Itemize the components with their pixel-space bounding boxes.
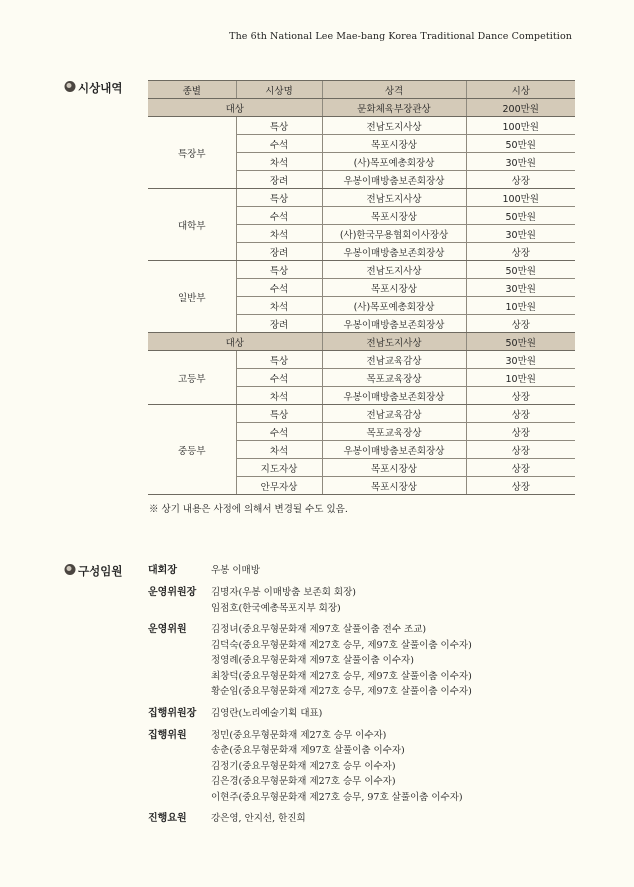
table-row: [148, 405, 575, 423]
staff-role-row: [148, 585, 588, 616]
rank-name: 특상: [236, 261, 322, 279]
table-row: [148, 261, 575, 279]
member-entry: 최창덕(중요무형문화재 제27호 승무, 제97호 살풀이춤 이수자): [211, 670, 472, 682]
award-name: 전남교육감상: [322, 351, 466, 369]
rank-name: 안무자상: [236, 477, 322, 495]
award-name: 전남도지사상: [322, 333, 466, 351]
member-entry: 김은경(중요무형문화재 제27호 승무 이수자): [211, 776, 396, 787]
prize-value: 상장: [466, 405, 575, 423]
table-row: [148, 117, 575, 135]
awards-section-title: [64, 80, 122, 96]
rank-name: 차석: [236, 387, 322, 405]
award-name: 목포시장상: [322, 477, 466, 495]
staff-section-title: [64, 563, 122, 579]
prize-value: 상장: [466, 243, 575, 261]
award-name: 목포교육장상: [322, 423, 466, 441]
division-name: 특장부: [148, 117, 236, 189]
member-entry: 이현주(중요무형문화재 제27호 승무, 97호 살풀이춤 이수자): [211, 791, 463, 803]
prize-value: 상장: [466, 387, 575, 405]
page-header: The 6th National Lee Mae-bang Korea Traditional Dance Competition: [229, 31, 572, 42]
prize-value: 상장: [466, 171, 575, 189]
column-header: 시상: [466, 81, 575, 99]
prize-value: 30만원: [466, 279, 575, 297]
member-entry: 김정기(중요무형문화재 제27호 승무 이수자): [211, 760, 396, 772]
award-name: 우봉이매방춤보존회장상: [322, 387, 466, 405]
member-entry: 정영례(중요무형문화재 제97호 살풀이춤 이수자): [211, 655, 414, 666]
prize-value: 50만원: [466, 135, 575, 153]
prize-value: 상장: [466, 459, 575, 477]
grand-prize-label: 대상: [148, 99, 322, 117]
staff-role-row: [148, 622, 588, 700]
award-name: 우봉이매방춤보존회장상: [322, 315, 466, 333]
awards-body: [148, 99, 575, 495]
staff-role-row: [148, 563, 588, 579]
award-name: 목포교육장상: [322, 369, 466, 387]
member-entry: 김정녀(중요무형문화재 제97호 살풀이춤 전수 조교): [211, 624, 427, 635]
prize-value: 상장: [466, 315, 575, 333]
prize-value: 상장: [466, 441, 575, 459]
member-entry: 정민(중요무형문화재 제27호 승무 이수자): [211, 729, 387, 741]
rank-name: 지도자상: [236, 459, 322, 477]
rank-name: 수석: [236, 369, 322, 387]
prize-value: 50만원: [466, 207, 575, 225]
awards-title-text: 시상내역: [78, 81, 123, 95]
staff-role-row: [148, 728, 588, 806]
member-entry: 김덕숙(중요무형문화재 제27호 승무, 제97호 살풀이춤 이수자): [211, 639, 472, 651]
rank-name: 차석: [236, 441, 322, 459]
member-list: [211, 811, 306, 827]
award-name: (사)목포예총회장상: [322, 297, 466, 315]
prize-value: 10만원: [466, 297, 575, 315]
awards-table: [148, 80, 575, 495]
award-name: 목포시장상: [322, 459, 466, 477]
member-entry: 김영란(노리예술기획 대표): [211, 707, 323, 719]
member-list: [211, 563, 260, 579]
award-name: (사)한국무용협회이사장상: [322, 225, 466, 243]
prize-value: 100만원: [466, 117, 575, 135]
prize-value: 100만원: [466, 189, 575, 207]
rank-name: 차석: [236, 225, 322, 243]
award-name: 우봉이매방춤보존회장상: [322, 441, 466, 459]
awards-note: ※ 상기 내용은 사정에 의해서 변경될 수도 있음.: [149, 504, 348, 515]
award-name: 전남교육감상: [322, 405, 466, 423]
member-entry: 임점호(한국예총목포지부 회장): [211, 602, 341, 614]
prize-value: 50만원: [466, 261, 575, 279]
member-entry: 김명자(우봉 이매방춤 보존회 회장): [211, 587, 356, 598]
prize-value: 상장: [466, 423, 575, 441]
role-label: 운영위원: [148, 624, 187, 635]
award-name: 전남도지사상: [322, 117, 466, 135]
staff-role-row: [148, 706, 588, 722]
grand-prize-row: [148, 99, 575, 117]
rank-name: 차석: [236, 297, 322, 315]
division-name: 일반부: [148, 261, 236, 333]
member-list: [211, 706, 322, 722]
column-header: 시상명: [236, 81, 322, 99]
member-entry: 송춘(중요무형문화재 제97호 살풀이춤 이수자): [211, 745, 405, 756]
prize-value: 30만원: [466, 351, 575, 369]
award-name: 문화체육부장관상: [322, 99, 466, 117]
rank-name: 특상: [236, 189, 322, 207]
member-entry: 강은영, 안지선, 한진희: [211, 813, 306, 824]
table-row: [148, 189, 575, 207]
staff-title-text: 구성임원: [78, 564, 123, 578]
prize-value: 상장: [466, 477, 575, 495]
prize-value: 200만원: [466, 99, 575, 117]
role-label: 대회장: [148, 565, 177, 576]
role-label: 운영위원장: [148, 587, 197, 598]
rank-name: 특상: [236, 405, 322, 423]
rank-name: 장려: [236, 171, 322, 189]
rank-name: 특상: [236, 351, 322, 369]
award-name: 전남도지사상: [322, 189, 466, 207]
division-name: 대학부: [148, 189, 236, 261]
prize-value: 10만원: [466, 369, 575, 387]
section-bullet-icon: [64, 80, 77, 93]
award-name: 우봉이매방춤보존회장상: [322, 243, 466, 261]
prize-value: 30만원: [466, 225, 575, 243]
rank-name: 수석: [236, 207, 322, 225]
prize-value: 50만원: [466, 333, 575, 351]
role-label: 집행위원장: [148, 707, 197, 719]
section-bullet-icon: [64, 563, 77, 576]
award-name: 목포시장상: [322, 279, 466, 297]
rank-name: 특상: [236, 117, 322, 135]
column-header: 상격: [322, 81, 466, 99]
staff-role-row: [148, 811, 588, 827]
rank-name: 수석: [236, 135, 322, 153]
rank-name: 장려: [236, 243, 322, 261]
award-name: (사)목포예총회장상: [322, 153, 466, 171]
member-entry: 황순임(중요무형문화재 제27호 승무, 제97호 살풀이춤 이수자): [211, 686, 472, 697]
member-list: [211, 622, 472, 700]
member-list: [211, 728, 463, 806]
award-name: 우봉이매방춤보존회장상: [322, 171, 466, 189]
awards-header-row: [148, 81, 575, 99]
division-name: 고등부: [148, 351, 236, 405]
rank-name: 차석: [236, 153, 322, 171]
member-entry: 우봉 이매방: [211, 565, 260, 576]
grand-prize-row: [148, 333, 575, 351]
rank-name: 수석: [236, 279, 322, 297]
column-header: 종별: [148, 81, 236, 99]
prize-value: 30만원: [466, 153, 575, 171]
staff-list: [148, 563, 588, 833]
rank-name: 장려: [236, 315, 322, 333]
award-name: 목포시장상: [322, 207, 466, 225]
role-label: 집행위원: [148, 729, 187, 741]
table-row: [148, 351, 575, 369]
award-name: 전남도지사상: [322, 261, 466, 279]
rank-name: 수석: [236, 423, 322, 441]
grand-prize-label: 대상: [148, 333, 322, 351]
member-list: [211, 585, 356, 616]
role-label: 진행요원: [148, 813, 187, 824]
division-name: 중등부: [148, 405, 236, 495]
award-name: 목포시장상: [322, 135, 466, 153]
